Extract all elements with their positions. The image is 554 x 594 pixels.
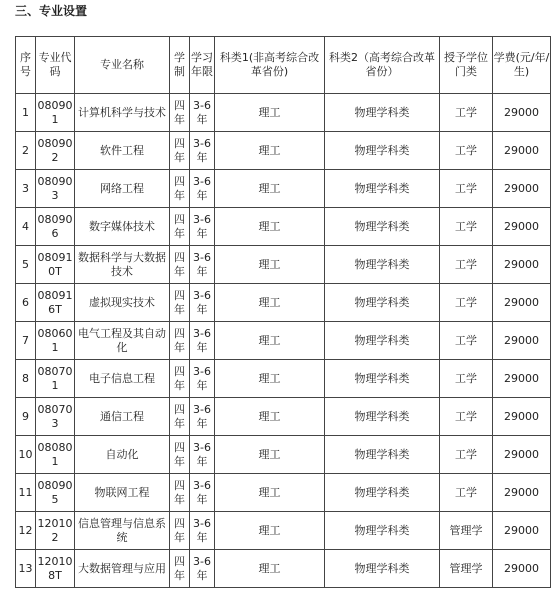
cell-code: 080916T xyxy=(36,284,75,322)
cell-duration: 四年 xyxy=(170,284,190,322)
cell-duration: 四年 xyxy=(170,132,190,170)
cell-degree: 工学 xyxy=(440,398,493,436)
cell-years: 3-6年 xyxy=(190,550,215,588)
table-row xyxy=(16,360,551,398)
cell-duration: 四年 xyxy=(170,398,190,436)
cell-duration: 四年 xyxy=(170,550,190,588)
cell-code: 120108T xyxy=(36,550,75,588)
cell-name: 通信工程 xyxy=(75,398,170,436)
cell-category1: 理工 xyxy=(215,208,325,246)
cell-category2: 物理学科类 xyxy=(325,246,440,284)
cell-category1: 理工 xyxy=(215,132,325,170)
cell-tuition: 29000 xyxy=(493,436,551,474)
cell-index: 6 xyxy=(16,284,36,322)
cell-category2: 物理学科类 xyxy=(325,94,440,132)
cell-duration: 四年 xyxy=(170,170,190,208)
cell-index: 4 xyxy=(16,208,36,246)
cell-category2: 物理学科类 xyxy=(325,550,440,588)
cell-duration: 四年 xyxy=(170,94,190,132)
cell-name: 物联网工程 xyxy=(75,474,170,512)
table-row xyxy=(16,512,551,550)
cell-years: 3-6年 xyxy=(190,436,215,474)
cell-code: 080910T xyxy=(36,246,75,284)
col-header-index: 序号 xyxy=(16,37,36,94)
col-header-category2: 科类2（高考综合改革省份） xyxy=(325,37,440,94)
cell-name: 大数据管理与应用 xyxy=(75,550,170,588)
cell-category2: 物理学科类 xyxy=(325,512,440,550)
table-row xyxy=(16,398,551,436)
cell-duration: 四年 xyxy=(170,474,190,512)
table-row xyxy=(16,322,551,360)
cell-tuition: 29000 xyxy=(493,208,551,246)
cell-years: 3-6年 xyxy=(190,398,215,436)
cell-name: 数据科学与大数据技术 xyxy=(75,246,170,284)
cell-index: 9 xyxy=(16,398,36,436)
cell-index: 1 xyxy=(16,94,36,132)
section-title: 三、专业设置 xyxy=(15,4,88,18)
cell-duration: 四年 xyxy=(170,360,190,398)
cell-code: 080601 xyxy=(36,322,75,360)
cell-years: 3-6年 xyxy=(190,246,215,284)
cell-tuition: 29000 xyxy=(493,284,551,322)
cell-index: 3 xyxy=(16,170,36,208)
cell-years: 3-6年 xyxy=(190,94,215,132)
cell-index: 11 xyxy=(16,474,36,512)
cell-code: 080801 xyxy=(36,436,75,474)
cell-years: 3-6年 xyxy=(190,208,215,246)
cell-category2: 物理学科类 xyxy=(325,474,440,512)
table-header-row xyxy=(16,37,551,94)
cell-degree: 工学 xyxy=(440,284,493,322)
cell-years: 3-6年 xyxy=(190,284,215,322)
cell-degree: 工学 xyxy=(440,322,493,360)
cell-name: 软件工程 xyxy=(75,132,170,170)
cell-duration: 四年 xyxy=(170,436,190,474)
col-header-degree: 授予学位门类 xyxy=(440,37,493,94)
cell-name: 自动化 xyxy=(75,436,170,474)
cell-years: 3-6年 xyxy=(190,474,215,512)
col-header-name: 专业名称 xyxy=(75,37,170,94)
cell-name: 数字媒体技术 xyxy=(75,208,170,246)
cell-code: 080902 xyxy=(36,132,75,170)
cell-degree: 工学 xyxy=(440,94,493,132)
cell-code: 080901 xyxy=(36,94,75,132)
cell-code: 080701 xyxy=(36,360,75,398)
table-row xyxy=(16,246,551,284)
cell-tuition: 29000 xyxy=(493,550,551,588)
cell-category2: 物理学科类 xyxy=(325,284,440,322)
cell-category1: 理工 xyxy=(215,360,325,398)
cell-years: 3-6年 xyxy=(190,360,215,398)
cell-index: 12 xyxy=(16,512,36,550)
cell-category1: 理工 xyxy=(215,322,325,360)
col-header-years: 学习年限 xyxy=(190,37,215,94)
cell-category2: 物理学科类 xyxy=(325,132,440,170)
cell-category1: 理工 xyxy=(215,550,325,588)
cell-tuition: 29000 xyxy=(493,94,551,132)
col-header-code: 专业代码 xyxy=(36,37,75,94)
cell-category2: 物理学科类 xyxy=(325,208,440,246)
cell-duration: 四年 xyxy=(170,208,190,246)
table-row xyxy=(16,284,551,322)
cell-duration: 四年 xyxy=(170,322,190,360)
cell-index: 5 xyxy=(16,246,36,284)
cell-degree: 管理学 xyxy=(440,550,493,588)
cell-category1: 理工 xyxy=(215,94,325,132)
cell-index: 8 xyxy=(16,360,36,398)
cell-degree: 工学 xyxy=(440,474,493,512)
cell-name: 电气工程及其自动化 xyxy=(75,322,170,360)
cell-degree: 工学 xyxy=(440,170,493,208)
cell-name: 计算机科学与技术 xyxy=(75,94,170,132)
cell-duration: 四年 xyxy=(170,512,190,550)
cell-tuition: 29000 xyxy=(493,170,551,208)
table-row xyxy=(16,94,551,132)
cell-category1: 理工 xyxy=(215,246,325,284)
cell-category1: 理工 xyxy=(215,170,325,208)
cell-name: 虚拟现实技术 xyxy=(75,284,170,322)
major-table xyxy=(15,36,551,588)
table-row xyxy=(16,208,551,246)
col-header-tuition: 学费(元/年/生) xyxy=(493,37,551,94)
table-row xyxy=(16,550,551,588)
cell-years: 3-6年 xyxy=(190,512,215,550)
cell-category2: 物理学科类 xyxy=(325,170,440,208)
cell-category1: 理工 xyxy=(215,398,325,436)
cell-category2: 物理学科类 xyxy=(325,436,440,474)
cell-name: 电子信息工程 xyxy=(75,360,170,398)
cell-index: 2 xyxy=(16,132,36,170)
cell-degree: 工学 xyxy=(440,436,493,474)
cell-code: 080903 xyxy=(36,170,75,208)
cell-index: 7 xyxy=(16,322,36,360)
cell-tuition: 29000 xyxy=(493,322,551,360)
col-header-duration: 学制 xyxy=(170,37,190,94)
cell-degree: 工学 xyxy=(440,246,493,284)
cell-name: 信息管理与信息系统 xyxy=(75,512,170,550)
cell-name: 网络工程 xyxy=(75,170,170,208)
cell-code: 120102 xyxy=(36,512,75,550)
cell-degree: 管理学 xyxy=(440,512,493,550)
cell-degree: 工学 xyxy=(440,132,493,170)
cell-category2: 物理学科类 xyxy=(325,360,440,398)
cell-years: 3-6年 xyxy=(190,132,215,170)
cell-code: 080906 xyxy=(36,208,75,246)
cell-category1: 理工 xyxy=(215,474,325,512)
cell-degree: 工学 xyxy=(440,360,493,398)
cell-category1: 理工 xyxy=(215,512,325,550)
table-row xyxy=(16,132,551,170)
cell-code: 080905 xyxy=(36,474,75,512)
cell-code: 080703 xyxy=(36,398,75,436)
col-header-category1: 科类1(非高考综合改革省份) xyxy=(215,37,325,94)
cell-category2: 物理学科类 xyxy=(325,398,440,436)
cell-duration: 四年 xyxy=(170,246,190,284)
cell-index: 13 xyxy=(16,550,36,588)
cell-years: 3-6年 xyxy=(190,322,215,360)
cell-degree: 工学 xyxy=(440,208,493,246)
cell-tuition: 29000 xyxy=(493,512,551,550)
cell-tuition: 29000 xyxy=(493,132,551,170)
cell-category1: 理工 xyxy=(215,436,325,474)
table-row xyxy=(16,170,551,208)
cell-tuition: 29000 xyxy=(493,398,551,436)
table-row xyxy=(16,436,551,474)
table-row xyxy=(16,474,551,512)
cell-category2: 物理学科类 xyxy=(325,322,440,360)
cell-tuition: 29000 xyxy=(493,246,551,284)
cell-tuition: 29000 xyxy=(493,360,551,398)
cell-index: 10 xyxy=(16,436,36,474)
cell-category1: 理工 xyxy=(215,284,325,322)
cell-tuition: 29000 xyxy=(493,474,551,512)
cell-years: 3-6年 xyxy=(190,170,215,208)
